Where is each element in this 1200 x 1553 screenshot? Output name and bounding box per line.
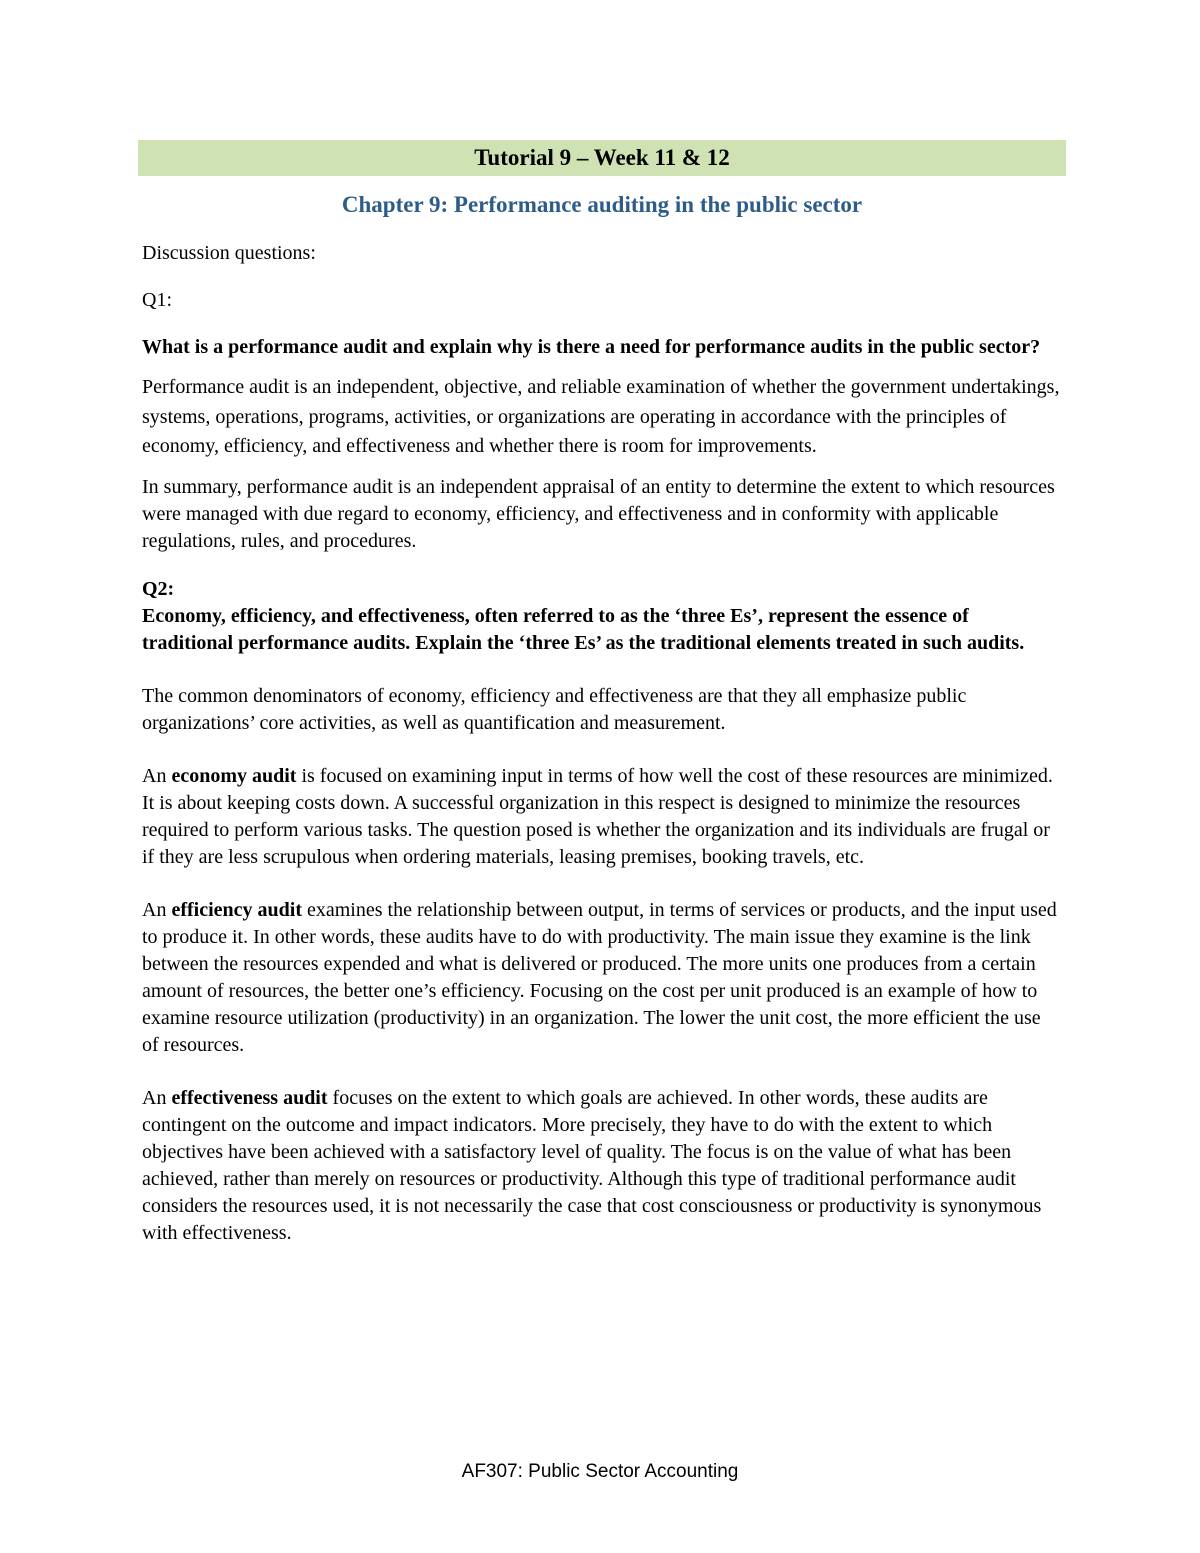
effectiveness-prefix: An (142, 1086, 172, 1109)
efficiency-text: examines the relationship between output, in terms of services or products, and the input used to produce it. In other words, these audits have to do with productivity. The main issue they examine is the link between the resources expended and what is delivered or produced. The more units one produces from a certain amount of resources, the better one’s efficiency. Focusing on the cost per unit produced is an example of how to examine resource utilization (productivity) in an organization. The lower the unit cost, the more efficient the use of resources. (142, 898, 1057, 1056)
q2-question: Economy, efficiency, and effectiveness, often referred to as the ‘three Es’, represent the essence of traditional performance audits. Explain the ‘three Es’ as the traditional elements treated in such audits. (142, 604, 1025, 654)
efficiency-prefix: An (142, 898, 172, 921)
page-title: Tutorial 9 – Week 11 & 12 (474, 145, 730, 170)
q1-answer: Performance audit is an independent, objective, and reliable examination of whether the government undertakings, systems, operations, programs, activities, or organizations are operating in accordance with the principles of economy, efficiency, and effectiveness and whether there is room for improvements. (142, 376, 1060, 457)
q1-label: Q1: (142, 289, 172, 311)
effectiveness-paragraph (142, 1085, 1062, 1247)
q1-question: What is a performance audit and explain why is there a need for performance audits in the public sector? (142, 336, 1041, 358)
efficiency-paragraph (142, 897, 1062, 1059)
q2-intro: The common denominators of economy, efficiency and effectiveness are that they all emphasize public organizations’ core activities, as well as quantification and measurement. (142, 684, 967, 734)
q1-summary: In summary, performance audit is an independent appraisal of an entity to determine the extent to which resources were managed with due regard to economy, efficiency, and effectiveness and in conformity with applicable regulations, rules, and procedures. (142, 475, 1055, 552)
efficiency-term: efficiency audit (171, 898, 302, 921)
discussion-heading: Discussion questions: (142, 242, 316, 264)
effectiveness-term: effectiveness audit (171, 1086, 328, 1109)
economy-prefix: An (142, 764, 172, 787)
chapter-heading: Chapter 9: Performance auditing in the public sector (341, 192, 863, 217)
document-body (142, 140, 1062, 1247)
economy-term: economy audit (171, 764, 297, 787)
q2-label: Q2: (142, 577, 175, 600)
effectiveness-text: focuses on the extent to which goals are achieved. In other words, these audits are contingent on the outcome and impact indicators. More precisely, they have to do with the extent to which objectives have been achieved with a satisfactory level of quality. The focus is on the value of what has been achieved, rather than merely on resources or productivity. Although this type of traditional performance audit considers the resources used, it is not necessarily the case that cost consciousness or productivity is synonymous with effectiveness. (142, 1086, 1042, 1244)
title-band (138, 140, 1066, 176)
economy-text: is focused on examining input in terms of how well the cost of these resources are minimized. It is about keeping costs down. A successful organization in this respect is designed to minimize the resources required to perform various tasks. The question posed is whether the organization and its individuals are frugal or if they are less scrupulous when ordering materials, leasing premises, booking travels, etc. (142, 764, 1053, 868)
economy-paragraph (142, 763, 1062, 871)
page-footer: AF307: Public Sector Accounting (461, 1461, 739, 1482)
